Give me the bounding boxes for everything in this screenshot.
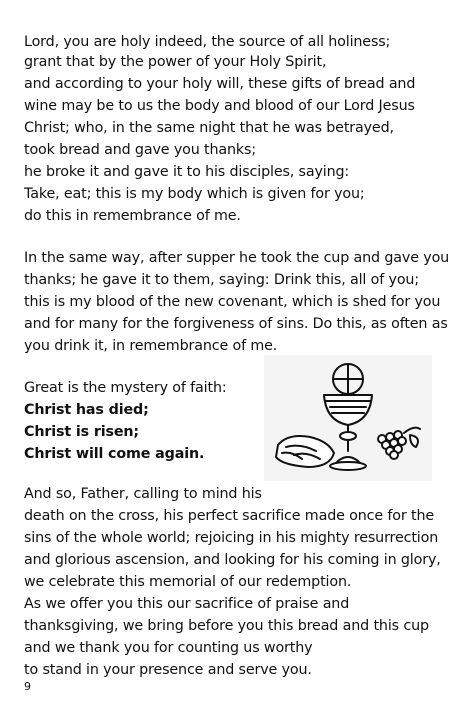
mystery-intro: Great is the mystery of faith:: [24, 380, 227, 396]
prayer-line: grant that by the power of your Holy Spirit,: [24, 54, 327, 70]
prayer-line: to stand in your presence and serve you.: [24, 662, 312, 678]
prayer-line: wine may be to us the body and blood of our Lord Jesus: [24, 98, 415, 114]
prayer-line: thanksgiving, we bring before you this bread and this cup: [24, 618, 429, 634]
prayer-line: and we thank you for counting us worthy: [24, 640, 313, 656]
acclamation-line: Christ will come again.: [24, 446, 205, 462]
prayer-line: this is my blood of the new covenant, which is shed for you: [24, 294, 441, 310]
prayer-line: Christ; who, in the same night that he was betrayed,: [24, 120, 394, 136]
prayer-line: do this in remembrance of me.: [24, 208, 241, 224]
prayer-line: In the same way, after supper he took the cup and gave you: [24, 250, 450, 266]
prayer-line: thanks; he gave it to them, saying: Drink this, all of you;: [24, 272, 419, 288]
prayer-line: sins of the whole world; rejoicing in his mighty resurrection: [24, 530, 439, 546]
prayer-line: we celebrate this memorial of our redemption.: [24, 574, 352, 590]
acclamation-line: Christ is risen;: [24, 424, 139, 440]
acclamation-line: Christ has died;: [24, 402, 149, 418]
prayer-line: you drink it, in remembrance of me.: [24, 338, 278, 354]
prayer-line: death on the cross, his perfect sacrifice made once for the: [24, 508, 435, 524]
prayer-line: As we offer you this our sacrifice of praise and: [24, 596, 350, 612]
prayer-line: and for many for the forgiveness of sins. Do this, as often as: [24, 316, 448, 332]
prayer-line: and glorious ascension, and looking for his coming in glory,: [24, 552, 441, 568]
prayer-line: took bread and gave you thanks;: [24, 142, 257, 158]
page-number: 9: [24, 680, 31, 693]
prayer-line: Lord, you are holy indeed, the source of all holiness;: [24, 34, 391, 50]
prayer-line: Take, eat; this is my body which is given for you;: [24, 186, 365, 202]
prayer-line: and according to your holy will, these gifts of bread and: [24, 76, 416, 92]
prayer-line: he broke it and gave it to his disciples, saying:: [24, 164, 350, 180]
chalice-host-bread-grapes-icon: [264, 355, 432, 481]
prayer-line: And so, Father, calling to mind his: [24, 486, 262, 502]
